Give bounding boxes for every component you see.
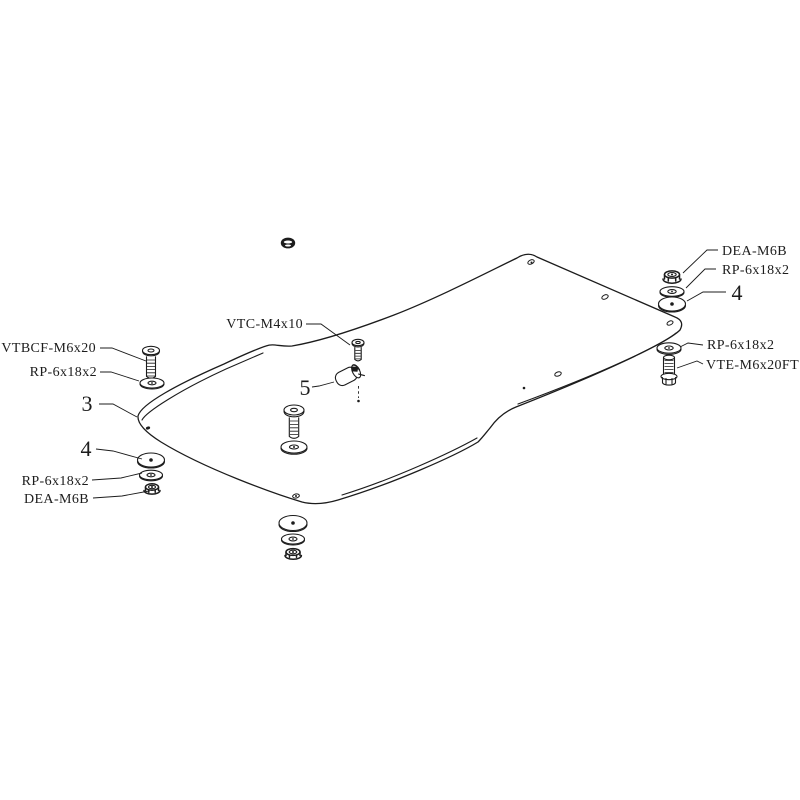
washer-center-dot <box>668 347 670 349</box>
leader-dea-right <box>683 250 718 273</box>
screw-head-top <box>281 238 295 249</box>
bolt-flange <box>661 373 677 379</box>
screw-slot <box>284 241 292 244</box>
clip-item5 <box>333 363 364 388</box>
washer-rp-right-upper <box>660 287 684 298</box>
leader-rp-left-upper <box>100 372 139 381</box>
washer-center-dot <box>151 382 153 384</box>
leader-lines <box>92 250 726 498</box>
washer-center-dot <box>291 521 295 525</box>
label-dea-left: DEA-M6B <box>23 492 89 507</box>
label-rp-left-upper: RP-6x18x2 <box>29 365 97 380</box>
leader-vte <box>677 361 703 368</box>
drawing-root <box>1 238 799 560</box>
label-rp-left-lower: RP-6x18x2 <box>21 474 89 489</box>
plate-thickness-bottom-edge <box>342 438 477 495</box>
washer-center <box>281 441 307 454</box>
bolt-threads <box>290 421 298 435</box>
plate-hole-center <box>531 262 533 264</box>
washer-center-dot <box>671 291 673 293</box>
label-vtbcf: VTBCF-M6x20 <box>1 341 96 356</box>
screw-head-top <box>352 339 364 345</box>
nut-dea-left <box>144 484 160 494</box>
leader-rp-left-lower <box>92 473 142 480</box>
leader-item4-left <box>96 449 142 459</box>
washer-center-dot <box>150 474 152 476</box>
plate-hole <box>554 371 562 377</box>
nut-center-dot <box>292 551 294 553</box>
plate-hole-center <box>295 495 297 497</box>
nut-dea-bottom <box>285 549 301 560</box>
leader-item5 <box>312 382 334 387</box>
washer-rp-left-upper <box>140 378 164 389</box>
bolt-threads <box>147 360 155 376</box>
plate-hole <box>601 294 609 300</box>
nut-flange <box>663 279 681 283</box>
washer-rp-right-lower <box>657 343 681 355</box>
leader-item3 <box>99 404 137 417</box>
bolt-head-top <box>143 346 160 354</box>
plate-hole <box>666 320 673 326</box>
label-dea-right: DEA-M6B <box>722 244 788 259</box>
nut-center-dot <box>671 274 673 276</box>
leader-rp-right-upper <box>686 269 716 288</box>
label-item3: 3 <box>81 391 93 416</box>
bolt-hex-bottom <box>663 383 676 386</box>
bolt-vtbcf-m6x20 <box>143 346 160 378</box>
screw-vtc-m4x10 <box>352 339 364 361</box>
label-item4-left: 4 <box>80 436 92 461</box>
washer-center-dot <box>670 302 674 306</box>
screw-slot-lower <box>285 245 291 247</box>
screw-threads <box>355 351 360 359</box>
washer-center-dot <box>292 538 294 540</box>
leader-rp-right-lower <box>680 343 703 347</box>
plate-thickness-right-edge <box>518 333 676 404</box>
label-vte: VTE-M6x20FT <box>706 358 800 373</box>
bolt-head-top <box>284 405 304 415</box>
label-vtc: VTC-M4x10 <box>226 317 303 332</box>
plate-holes <box>145 259 673 499</box>
washer-item4-right <box>659 297 686 312</box>
nut-dea-right <box>663 271 681 283</box>
label-item5: 5 <box>299 375 311 400</box>
washer-item4-bottom <box>279 516 307 532</box>
skid-plate <box>138 254 682 503</box>
label-rp-right-lower: RP-6x18x2 <box>707 338 775 353</box>
leader-item4-right <box>687 292 726 301</box>
label-item4-right: 4 <box>731 280 743 305</box>
leader-dea-left <box>93 491 149 498</box>
washer-item4-left <box>138 453 165 468</box>
washer-rp-bottom <box>282 534 305 545</box>
washer-rp-left-lower <box>140 470 163 481</box>
nut-center-dot <box>151 486 153 488</box>
clip-axis-end-dot <box>357 400 360 403</box>
leader-vtbcf <box>100 348 146 361</box>
washer-center-dot <box>149 458 153 462</box>
bolt-vte-m6x20ft <box>661 355 677 385</box>
bolt-center <box>284 405 304 438</box>
bolt-shank-end <box>664 355 675 360</box>
label-rp-right-upper: RP-6x18x2 <box>722 263 790 278</box>
plate-hole-small <box>523 387 526 390</box>
washer-center-dot <box>293 446 295 448</box>
plate-hole-small <box>145 426 150 430</box>
plate-outline <box>138 254 682 503</box>
